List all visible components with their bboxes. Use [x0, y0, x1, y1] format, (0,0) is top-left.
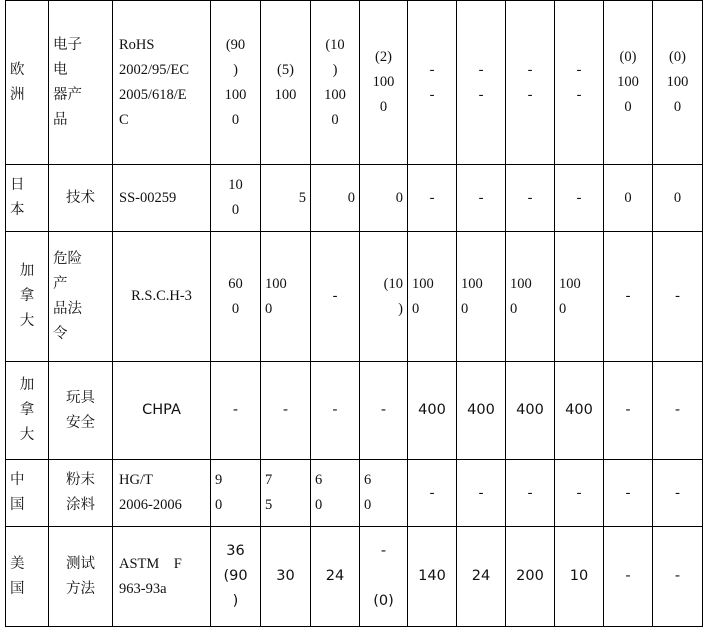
table-row — [6, 1, 703, 165]
value-cell: 24 — [457, 527, 506, 627]
value-cell: - — [360, 362, 408, 460]
region-cell: 欧 洲 — [6, 1, 49, 165]
document-page — [5, 0, 702, 633]
value-cell: 0 — [360, 165, 408, 232]
value-cell: 10 — [555, 527, 604, 627]
value-cell: - - — [408, 1, 457, 165]
standard-cell: RoHS 2002/95/EC 2005/618/E C — [113, 1, 211, 165]
value-cell: 100 0 — [457, 232, 506, 362]
value-cell: 140 — [408, 527, 457, 627]
standard-cell: CHPA — [113, 362, 211, 460]
value-cell: 100 0 — [506, 232, 555, 362]
value-cell: 9 0 — [211, 460, 261, 527]
value-cell: 400 — [506, 362, 555, 460]
standard-cell: R.S.C.H-3 — [113, 232, 211, 362]
value-cell: 100 0 — [555, 232, 604, 362]
standard-cell: HG/T 2006-2006 — [113, 460, 211, 527]
region-cell: 日 本 — [6, 165, 49, 232]
category-cell: 测试 方法 — [49, 527, 113, 627]
value-cell: - — [311, 362, 360, 460]
table-row — [6, 527, 703, 627]
value-cell: 400 — [457, 362, 506, 460]
value-cell: (0) 100 0 — [604, 1, 653, 165]
table-row — [6, 165, 703, 232]
value-cell: - — [408, 165, 457, 232]
value-cell: - — [604, 362, 653, 460]
value-cell: - — [261, 362, 311, 460]
value-cell: - - — [555, 1, 604, 165]
value-cell: - — [506, 165, 555, 232]
value-cell: - — [311, 232, 360, 362]
value-cell: 6 0 — [311, 460, 360, 527]
value-cell: - - — [506, 1, 555, 165]
value-cell: - (0) — [360, 527, 408, 627]
value-cell: 36 (90 ) — [211, 527, 261, 627]
value-cell: 24 — [311, 527, 360, 627]
value-cell: - — [555, 165, 604, 232]
value-cell: - — [555, 460, 604, 527]
standard-cell: ASTM F 963-93a — [113, 527, 211, 627]
regulation-limits-table — [5, 0, 703, 627]
standard-cell: SS-00259 — [113, 165, 211, 232]
table-row — [6, 460, 703, 527]
value-cell: - - — [457, 1, 506, 165]
value-cell: - — [408, 460, 457, 527]
category-cell: 技术 — [49, 165, 113, 232]
value-cell: (90 ) 100 0 — [211, 1, 261, 165]
value-cell: 100 0 — [408, 232, 457, 362]
value-cell: 100 0 — [261, 232, 311, 362]
value-cell: - — [653, 460, 703, 527]
value-cell: - — [604, 232, 653, 362]
region-cell: 美 国 — [6, 527, 49, 627]
value-cell: - — [653, 527, 703, 627]
value-cell: 0 — [653, 165, 703, 232]
value-cell: 200 — [506, 527, 555, 627]
category-cell: 玩具 安全 — [49, 362, 113, 460]
value-cell: 0 — [604, 165, 653, 232]
region-cell: 中 国 — [6, 460, 49, 527]
value-cell: (10 ) 100 0 — [311, 1, 360, 165]
value-cell: 400 — [555, 362, 604, 460]
value-cell: - — [457, 460, 506, 527]
value-cell: 5 — [261, 165, 311, 232]
value-cell: - — [604, 527, 653, 627]
value-cell: 30 — [261, 527, 311, 627]
category-cell: 粉末 涂料 — [49, 460, 113, 527]
value-cell: 10 0 — [211, 165, 261, 232]
value-cell: 400 — [408, 362, 457, 460]
value-cell: - — [653, 232, 703, 362]
value-cell: (2) 100 0 — [360, 1, 408, 165]
value-cell: - — [653, 362, 703, 460]
value-cell: (5) 100 — [261, 1, 311, 165]
category-cell: 危险 产 品法 令 — [49, 232, 113, 362]
value-cell: - — [457, 165, 506, 232]
table-row — [6, 362, 703, 460]
value-cell: - — [506, 460, 555, 527]
region-cell: 加 拿 大 — [6, 362, 49, 460]
value-cell: (0) 100 0 — [653, 1, 703, 165]
table-row — [6, 232, 703, 362]
value-cell: 7 5 — [261, 460, 311, 527]
value-cell: - — [211, 362, 261, 460]
value-cell: (10 ) — [360, 232, 408, 362]
category-cell: 电子 电 器产 品 — [49, 1, 113, 165]
value-cell: 6 0 — [360, 460, 408, 527]
value-cell: - — [604, 460, 653, 527]
value-cell: 0 — [311, 165, 360, 232]
value-cell: 60 0 — [211, 232, 261, 362]
region-cell: 加 拿 大 — [6, 232, 49, 362]
